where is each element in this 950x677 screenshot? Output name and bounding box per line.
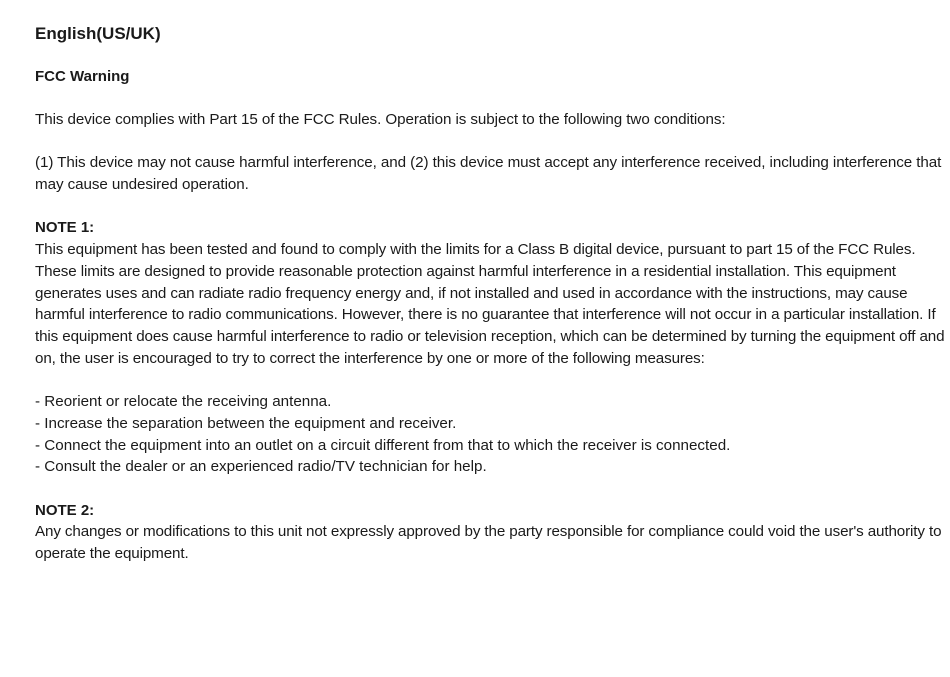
list-item: - Connect the equipment into an outlet on a circuit different from that to which the receiver is connected. bbox=[35, 436, 731, 454]
note-1-section bbox=[35, 217, 947, 477]
note-1-body: This equipment has been tested and found to comply with the limits for a Class B digital device, pursuant to part 15 of the FCC Rules. These limits are designed to provide reasonable protection against harmful interference in a residential installation. This equipment generates uses and can radiate radio frequency energy and, if not installed and used in accordance with the instructions, may cause harmful interference to radio communications. However, there is no guarantee that interference will not occur in a particular installation. If this equipment does cause harmful interference to radio or television reception, which can be determined by turning the equipment off and on, the user is encouraged to try to correct the interference by one or more of the following measures: bbox=[35, 241, 945, 367]
note-2-body: Any changes or modifications to this unit not expressly approved by the party responsible for compliance could void the user's authority to operate the equipment. bbox=[35, 523, 942, 562]
note-1-heading: NOTE 1: bbox=[35, 219, 95, 237]
compliance-statement: This device complies with Part 15 of the FCC Rules. Operation is subject to the following two conditions: bbox=[35, 111, 726, 128]
measures-list bbox=[35, 391, 947, 478]
list-item: - Reorient or relocate the receiving antenna. bbox=[35, 393, 332, 411]
fcc-warning-heading: FCC Warning bbox=[35, 68, 130, 85]
list-item: - Increase the separation between the equipment and receiver. bbox=[35, 414, 457, 432]
language-heading: English(US/UK) bbox=[35, 24, 161, 43]
list-item: - Consult the dealer or an experienced radio/TV technician for help. bbox=[35, 458, 487, 476]
note-2-section bbox=[35, 500, 947, 565]
fcc-document bbox=[35, 22, 947, 586]
conditions-paragraph: (1) This device may not cause harmful interference, and (2) this device must accept any interference received, including interference that may cause undesired operation. bbox=[35, 154, 942, 194]
note-2-heading: NOTE 2: bbox=[35, 501, 95, 519]
